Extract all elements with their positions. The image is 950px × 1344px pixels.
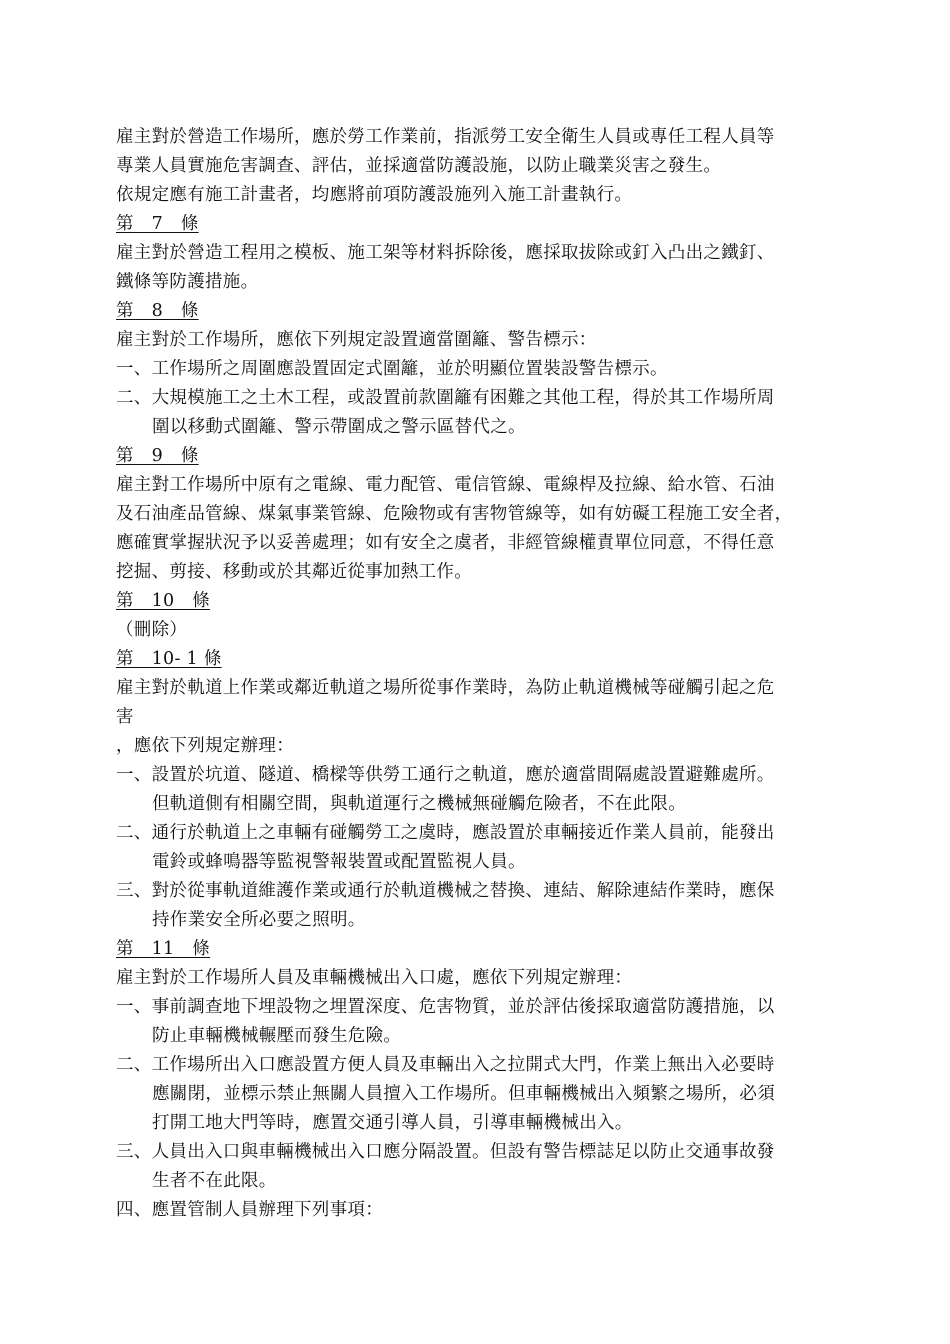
list-item: 二、通行於軌道上之車輛有碰觸勞工之虞時，應設置於車輛接近作業人員前，能發出 [116, 823, 775, 843]
body-line: 雇主對於工作場所人員及車輛機械出入口處，應依下列規定辦理： [116, 968, 633, 988]
article-heading: 第 11 條 [116, 939, 211, 959]
list-item: 一、工作場所之周圍應設置固定式圍籬，並於明顯位置裝設警告標示。 [116, 359, 668, 379]
body-line: 鐵條等防護措施。 [116, 272, 259, 292]
body-line: 害 [116, 707, 134, 727]
body-line: 雇主對於工作場所，應依下列規定設置適當圍籬、警告標示： [116, 330, 597, 350]
body-line: 雇主對工作場所中原有之電線、電力配管、電信管線、電線桿及拉線、給水管、石油 [116, 475, 775, 495]
list-item: 二、工作場所出入口應設置方便人員及車輛出入之拉開式大門，作業上無出入必要時 [116, 1055, 775, 1075]
list-item-continuation: 生者不在此限。 [152, 1171, 277, 1191]
body-line: （刪除） [116, 620, 188, 640]
body-line: 挖掘、剪接、移動或於其鄰近從事加熱工作。 [116, 562, 472, 582]
body-line: 應確實掌握狀況予以妥善處理；如有安全之虞者，非經管線權責單位同意，不得任意 [116, 533, 775, 553]
list-item: 三、對於從事軌道維護作業或通行於軌道機械之替換、連結、解除連結作業時，應保 [116, 881, 775, 901]
list-item-continuation: 打開工地大門等時，應置交通引導人員，引導車輛機械出入。 [152, 1113, 633, 1133]
list-item-continuation: 持作業安全所必要之照明。 [152, 910, 366, 930]
body-line: 依規定應有施工計畫者，均應將前項防護設施列入施工計畫執行。 [116, 185, 633, 205]
body-line: 及石油產品管線、煤氣事業管線、危險物或有害物管線等，如有妨礙工程施工安全者， [116, 504, 793, 524]
body-line: ，應依下列規定辦理： [116, 736, 294, 756]
article-heading: 第 10 條 [116, 591, 211, 611]
list-item-continuation: 防止車輛機械輾壓而發生危險。 [152, 1026, 402, 1046]
list-item: 一、設置於坑道、隧道、橋樑等供勞工通行之軌道，應於適當間隔處設置避難處所。 [116, 765, 775, 785]
body-line: 雇主對於營造工程用之模板、施工架等材料拆除後，應採取拔除或釘入凸出之鐵釘、 [116, 243, 775, 263]
list-item-continuation: 應關閉，並標示禁止無關人員擅入工作場所。但車輛機械出入頻繁之場所，必須 [152, 1084, 775, 1104]
list-item-continuation: 但軌道側有相關空間，與軌道運行之機械無碰觸危險者，不在此限。 [152, 794, 686, 814]
article-heading: 第 8 條 [116, 301, 199, 321]
body-line: 雇主對於營造工作場所，應於勞工作業前，指派勞工安全衛生人員或專任工程人員等 [116, 127, 775, 147]
list-item: 一、事前調查地下埋設物之埋置深度、危害物質，並於評估後採取適當防護措施，以 [116, 997, 775, 1017]
body-line: 專業人員實施危害調查、評估，並採適當防護設施，以防止職業災害之發生。 [116, 156, 722, 176]
list-item: 三、人員出入口與車輛機械出入口應分隔設置。但設有警告標誌足以防止交通事故發 [116, 1142, 775, 1162]
body-line: 雇主對於軌道上作業或鄰近軌道之場所從事作業時，為防止軌道機械等碰觸引起之危 [116, 678, 775, 698]
list-item: 二、大規模施工之土木工程，或設置前款圍籬有困難之其他工程，得於其工作場所周 [116, 388, 775, 408]
document-page [116, 123, 836, 1225]
list-item-continuation: 電鈴或蜂鳴器等監視警報裝置或配置監視人員。 [152, 852, 526, 872]
article-heading: 第 9 條 [116, 446, 199, 466]
article-heading: 第 10- 1 條 [116, 649, 222, 669]
list-item: 四、應置管制人員辦理下列事項： [116, 1200, 383, 1220]
article-heading: 第 7 條 [116, 214, 199, 234]
list-item-continuation: 圍以移動式圍籬、警示帶圍成之警示區替代之。 [152, 417, 526, 437]
